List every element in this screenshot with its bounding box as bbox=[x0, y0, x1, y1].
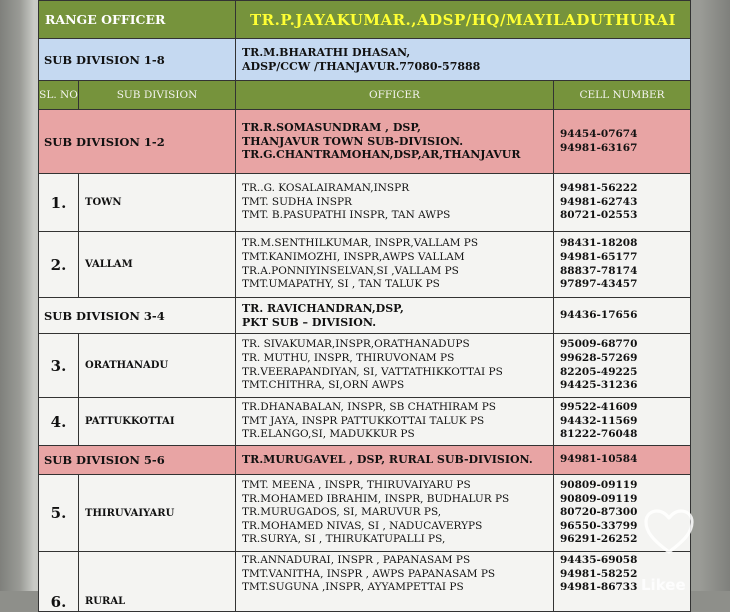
officer-line: TR.R.SOMASUNDRAM , DSP, bbox=[242, 121, 422, 135]
sub-division-1-2-cells bbox=[554, 110, 691, 174]
cell-number: 94432-11569 bbox=[560, 414, 638, 427]
row-area: PATTUKKOTTAI bbox=[79, 398, 236, 446]
row-area: TOWN bbox=[79, 174, 236, 232]
sub-division-3-4-officers bbox=[236, 298, 554, 334]
sub-division-1-2-officers bbox=[236, 110, 554, 174]
row-officers bbox=[236, 334, 554, 398]
row-officers bbox=[236, 475, 554, 552]
row-officers bbox=[236, 174, 554, 232]
cell-number: 94981-62743 bbox=[560, 195, 638, 208]
row-number: 3. bbox=[39, 334, 79, 398]
row-number: 5. bbox=[39, 475, 79, 552]
officer-line: TMT. MEENA , INSPR, THIRUVAIYARU PS bbox=[242, 479, 471, 492]
cell-number: 90809-09119 bbox=[560, 479, 638, 492]
row-number: 6. bbox=[39, 552, 79, 612]
row-cells bbox=[554, 398, 691, 446]
heart-icon[interactable] bbox=[643, 508, 695, 556]
column-header-sl-no: SL. NO bbox=[39, 81, 79, 110]
officer-line: TR.MOHAMED NIVAS, SI , NADUCAVERYPS bbox=[242, 519, 483, 532]
row-officers bbox=[236, 232, 554, 298]
column-header-cell-number: CELL NUMBER bbox=[554, 81, 691, 110]
cell-number: 96291-26252 bbox=[560, 533, 638, 546]
officer-table bbox=[38, 0, 691, 612]
officer-line: TMT JAYA, INSPR PATTUKKOTTAI TALUK PS bbox=[242, 414, 485, 427]
officer-line: TR.ELANGO,SI, MADUKKUR PS bbox=[242, 428, 415, 441]
cell-number: 99522-41609 bbox=[560, 401, 638, 414]
cell-number: 96550-33799 bbox=[560, 519, 638, 532]
officer-line: TMT.UMAPATHY, SI , TAN TALUK PS bbox=[242, 278, 440, 291]
officer-line: TMT.VANITHA, INSPR , AWPS PAPANASAM PS bbox=[242, 567, 496, 580]
sub-division-5-6-officers bbox=[236, 446, 554, 475]
cell-number: 95009-68770 bbox=[560, 338, 638, 351]
officer-line: TMT.CHITHRA, SI,ORN AWPS bbox=[242, 379, 405, 392]
officer-line: TR.DHANABALAN, INSPR, SB CHATHIRAM PS bbox=[242, 401, 496, 414]
sub-division-5-6-cells bbox=[554, 446, 691, 475]
officer-line: TR.ANNADURAI, INSPR , PAPANASAM PS bbox=[242, 554, 471, 566]
cell-number: 82205-49225 bbox=[560, 365, 638, 378]
officer-line: TR..G. KOSALAIRAMAN,INSPR bbox=[242, 182, 410, 195]
row-officers bbox=[236, 552, 554, 612]
cell-number: 99628-57269 bbox=[560, 351, 638, 364]
cell-number: 94981-86733 bbox=[560, 581, 638, 594]
cell-number: 90809-09119 bbox=[560, 492, 638, 505]
sub-division-1-2-label: SUB DIVISION 1-2 bbox=[39, 110, 236, 174]
officer-line: TMT.SUGUNA ,INSPR, AYYAMPETTAI PS bbox=[242, 581, 464, 594]
sub-division-3-4-label: SUB DIVISION 3-4 bbox=[39, 298, 236, 334]
column-header-officer: OFFICER bbox=[236, 81, 554, 110]
officer-line: TR.G.CHANTRAMOHAN,DSP,AR,THANJAVUR bbox=[242, 148, 521, 162]
row-cells bbox=[554, 174, 691, 232]
cell-number: 97897-43457 bbox=[560, 278, 638, 291]
cell-number: 94981-56222 bbox=[560, 182, 638, 195]
row-area: RURAL bbox=[79, 552, 236, 612]
row-officers bbox=[236, 398, 554, 446]
officer-line: TR. MUTHU, INSPR, THIRUVONAM PS bbox=[242, 351, 455, 364]
sub-division-5-6-label: SUB DIVISION 5-6 bbox=[39, 446, 236, 475]
cell-number: 94981-10584 bbox=[560, 453, 638, 466]
sub-division-1-8-label: SUB DIVISION 1-8 bbox=[39, 39, 236, 81]
officer-line: TR.A.PONNIYINSELVAN,SI ,VALLAM PS bbox=[242, 264, 459, 277]
cell-number: 88837-78174 bbox=[560, 264, 638, 277]
column-header-sub-division: SUB DIVISION bbox=[79, 81, 236, 110]
cell-number: 81222-76048 bbox=[560, 428, 638, 441]
row-number: 4. bbox=[39, 398, 79, 446]
document-sheet bbox=[38, 0, 690, 611]
officer-line: TR.SURYA, SI , THIRUKATUPALLI PS, bbox=[242, 533, 446, 546]
watermark-text: Likee bbox=[641, 576, 686, 594]
range-officer-label: RANGE OFFICER bbox=[39, 1, 236, 39]
range-officer-name: TR.P.JAYAKUMAR.,ADSP/HQ/MAYILADUTHURAI bbox=[236, 1, 691, 39]
officer-line: TMT. SUDHA INSPR bbox=[242, 195, 352, 208]
row-cells bbox=[554, 334, 691, 398]
cell-number: 94435-69058 bbox=[560, 554, 638, 566]
row-number: 2. bbox=[39, 232, 79, 298]
cell-number: 94981-65177 bbox=[560, 250, 638, 263]
cell-number: 98431-18208 bbox=[560, 237, 638, 250]
officer-line: TR.M.BHARATHI DHASAN, bbox=[242, 45, 411, 59]
officer-line: PKT SUB – DIVISION. bbox=[242, 315, 377, 329]
cell-number: 94454-07674 bbox=[560, 127, 638, 140]
cell-number: 80721-02553 bbox=[560, 209, 638, 222]
officer-line: THANJAVUR TOWN SUB-DIVISION. bbox=[242, 134, 464, 148]
sub-division-3-4-cells bbox=[554, 298, 691, 334]
cell-number: 94981-63167 bbox=[560, 141, 638, 154]
officer-line: TR. RAVICHANDRAN,DSP, bbox=[242, 301, 404, 315]
cell-number: 80720-87300 bbox=[560, 506, 638, 519]
sub-division-1-8-officer bbox=[236, 39, 691, 81]
row-number: 1. bbox=[39, 174, 79, 232]
officer-line: TR.MURUGAVEL , DSP, RURAL SUB-DIVISION. bbox=[242, 453, 533, 467]
row-area: VALLAM bbox=[79, 232, 236, 298]
row-cells bbox=[554, 232, 691, 298]
cell-number: 94436-17656 bbox=[560, 308, 638, 321]
row-area: THIRUVAIYARU bbox=[79, 475, 236, 552]
cell-number: 94981-58252 bbox=[560, 567, 638, 580]
officer-line: TR.MURUGADOS, SI, MARUVUR PS, bbox=[242, 506, 442, 519]
row-area: ORATHANADU bbox=[79, 334, 236, 398]
officer-line: TMT.KANIMOZHI, INSPR,AWPS VALLAM bbox=[242, 250, 465, 263]
officer-line: TR.VEERAPANDIYAN, SI, VATTATHIKKOTTAI PS bbox=[242, 365, 503, 378]
officer-line: TR.M.SENTHILKUMAR, INSPR,VALLAM PS bbox=[242, 237, 479, 250]
officer-line: ADSP/CCW /THANJAVUR.77080-57888 bbox=[242, 59, 481, 73]
officer-line: TR. SIVAKUMAR,INSPR,ORATHANADUPS bbox=[242, 338, 470, 351]
cell-number: 94425-31236 bbox=[560, 379, 638, 392]
officer-line: TMT. B.PASUPATHI INSPR, TAN AWPS bbox=[242, 209, 451, 222]
officer-line: TR.MOHAMED IBRAHIM, INSPR, BUDHALUR PS bbox=[242, 492, 510, 505]
